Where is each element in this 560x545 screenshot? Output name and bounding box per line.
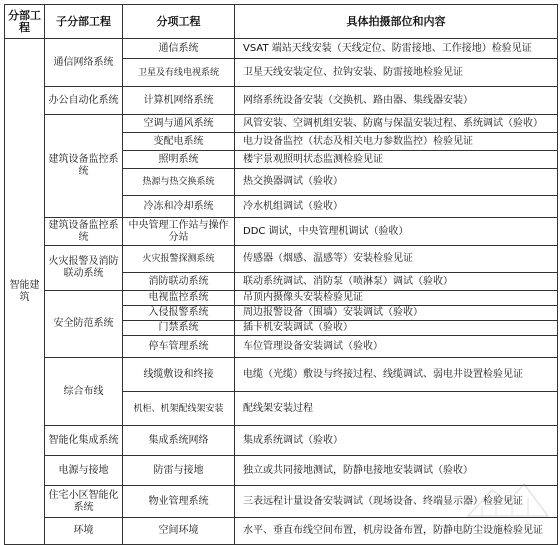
table-row: [5, 115, 558, 133]
item-cell: 集成系统网络: [123, 426, 235, 456]
content-cell: VSAT 端站天线安装（天线定位、防雷接地、工作接地）检验见证: [235, 39, 558, 59]
content-cell: 集成系统调试（验收）: [235, 426, 558, 456]
table-row: [5, 246, 558, 273]
item-cell: 计算机网络系统: [123, 87, 235, 115]
item-cell: 空调与通风系统: [123, 115, 235, 133]
header-item: 分项工程: [123, 5, 235, 39]
content-cell: 三表远程计量设备安装调试（现场设备、终端显示器）检验见证: [235, 486, 558, 518]
content-cell: 插卡机安装调试（验收）: [235, 321, 558, 336]
sub-division-cell: 火灾报警及消防联动系统: [45, 246, 123, 291]
header-sub-division: 子分部工程: [45, 5, 123, 39]
header-row: [5, 5, 558, 39]
table-row: [5, 39, 558, 59]
header-division: 分部工程: [5, 5, 45, 39]
sub-division-cell: 综合布线: [45, 358, 123, 426]
sub-division-cell: 电源与接地: [45, 456, 123, 486]
table-row: [5, 218, 558, 246]
content-cell: DDC 调试，中央管理机调试（验收）: [235, 218, 558, 246]
item-cell: 线缆敷设和终接: [123, 358, 235, 392]
content-cell: 楼宇景观照明状态监测检验见证: [235, 151, 558, 169]
item-cell: 机柜、机架配线架安装: [123, 392, 235, 426]
content-cell: 风管安装、空调机组安装、防腐与保温安装过程、系统调试（验收）: [235, 115, 558, 133]
sub-division-cell: 环境: [45, 518, 123, 545]
content-cell: 冷水机组调试（验收）: [235, 196, 558, 218]
item-cell: 中央管理工作站与操作分站: [123, 218, 235, 246]
item-cell: 冷冻和冷却系统: [123, 196, 235, 218]
content-cell: 电缆（光缆）敷设与终接过程、线缆调试、弱电井设置检验见证: [235, 358, 558, 392]
item-cell: 热源与热交换系统: [123, 169, 235, 196]
item-cell: 物业管理系统: [123, 486, 235, 518]
content-cell: 联动系统调试、消防泵（喷淋泵）调试（验收）: [235, 273, 558, 291]
item-cell: 入侵报警系统: [123, 306, 235, 321]
sub-division-cell: 住宅小区智能化系统: [45, 486, 123, 518]
header-content: 具体拍摄部位和内容: [235, 5, 558, 39]
item-cell: 防雷与接地: [123, 456, 235, 486]
item-cell: 门禁系统: [123, 321, 235, 336]
inspection-table: [4, 4, 558, 545]
item-cell: 消防联动系统: [123, 273, 235, 291]
item-cell: 电视监控系统: [123, 291, 235, 306]
table-row: [5, 486, 558, 518]
table-row: [5, 456, 558, 486]
sub-division-cell: 办公自动化系统: [45, 87, 123, 115]
content-cell: 传感器（烟感、温感等）安装检验见证: [235, 246, 558, 273]
sub-division-cell: 建筑设备监控系统: [45, 218, 123, 246]
table-row: [5, 426, 558, 456]
content-cell: 网络系统设备安装（交换机、路由器、集线器安装）: [235, 87, 558, 115]
item-cell: 通信系统: [123, 39, 235, 59]
content-cell: 车位管理设备安装调试（验收）: [235, 336, 558, 358]
item-cell: 卫星及有线电视系统: [123, 59, 235, 87]
content-cell: 周边报警设备（围墙）安装调试（验收）: [235, 306, 558, 321]
content-cell: 吊顶内摄像头安装检验见证: [235, 291, 558, 306]
table-row: [5, 518, 558, 545]
table-row: [5, 291, 558, 306]
item-cell: 变配电系统: [123, 133, 235, 151]
sub-division-cell: 建筑设备监控系统: [45, 115, 123, 218]
sub-division-cell: 智能化集成系统: [45, 426, 123, 456]
sub-division-cell: 通信网络系统: [45, 39, 123, 87]
content-cell: 水平、垂直布线空间布置，机房设备布置，防静电防尘设施检验见证: [235, 518, 558, 545]
main-project-cell: 智能建筑: [5, 39, 45, 545]
content-cell: 电力设备监控（状态及相关电力参数监控）检验见证: [235, 133, 558, 151]
table-row: [5, 87, 558, 115]
item-cell: 空间环境: [123, 518, 235, 545]
content-cell: 卫星天线安装定位、拉钩安装、防雷接地检验见证: [235, 59, 558, 87]
content-cell: 热交换器调试（验收）: [235, 169, 558, 196]
item-cell: 停车管理系统: [123, 336, 235, 358]
content-cell: 独立或共同接地测试，防静电接地安装调试（验收）: [235, 456, 558, 486]
table-row: [5, 358, 558, 392]
sub-division-cell: 安全防范系统: [45, 291, 123, 358]
item-cell: 火灾报警探测系统: [123, 246, 235, 273]
item-cell: 照明系统: [123, 151, 235, 169]
content-cell: 配线架安装过程: [235, 392, 558, 426]
